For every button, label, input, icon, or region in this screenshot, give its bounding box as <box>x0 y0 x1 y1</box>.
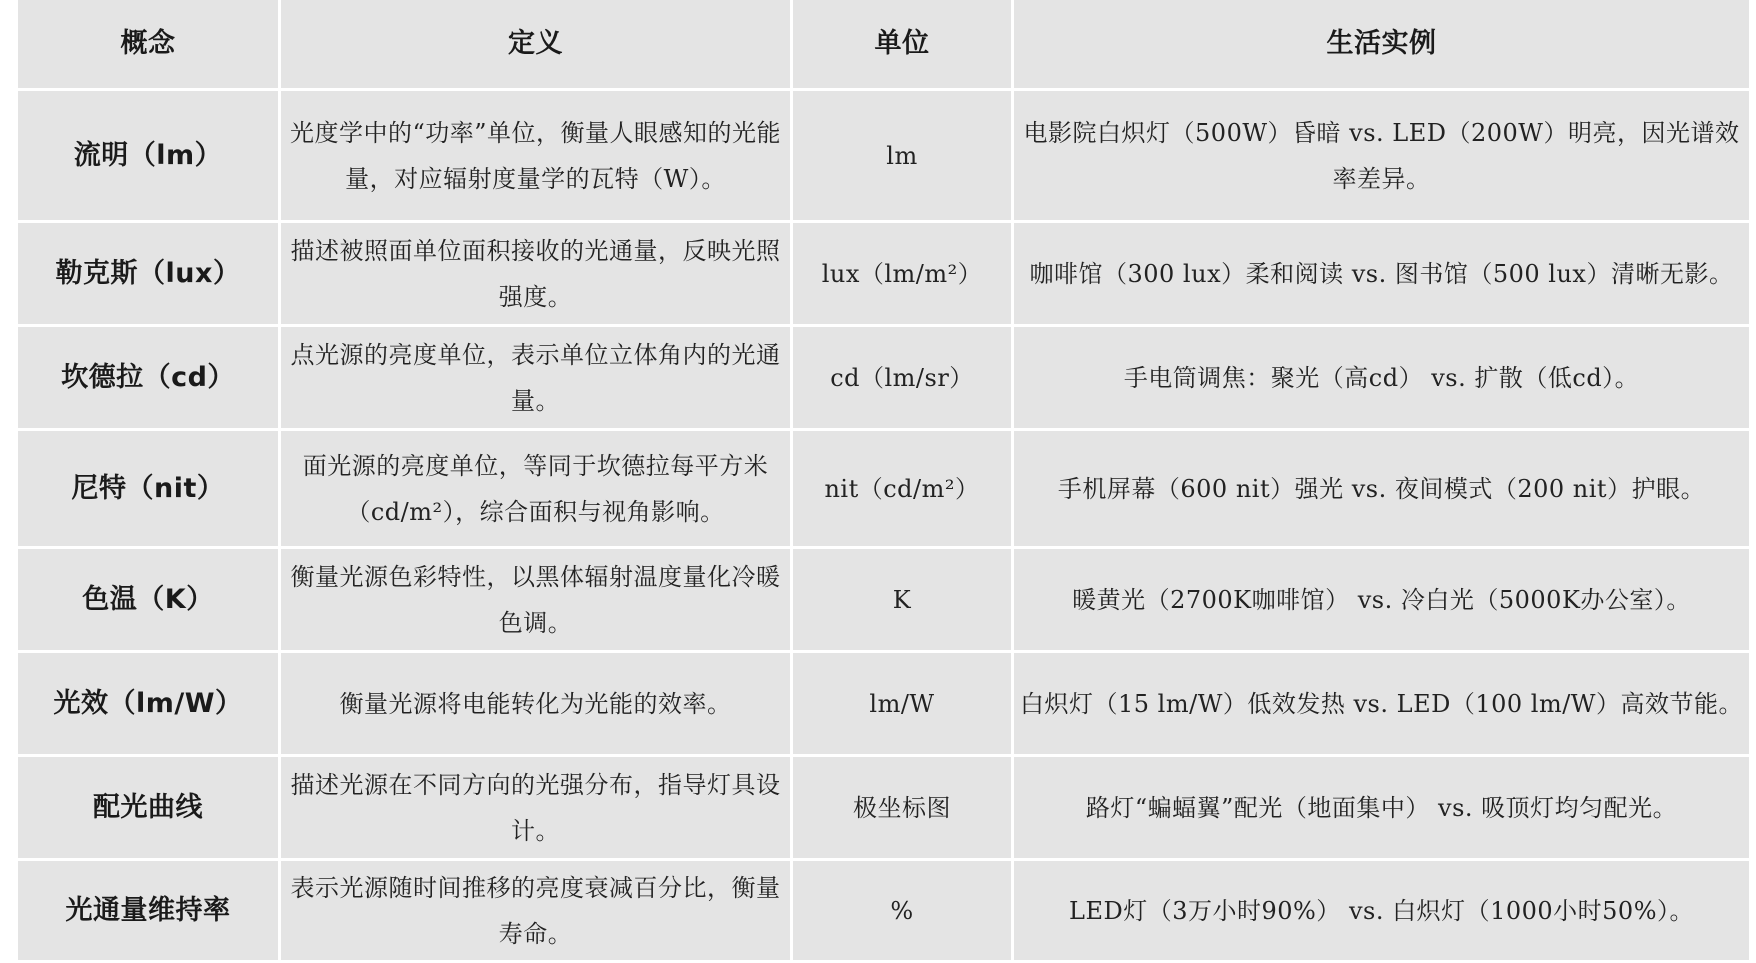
concept-cell: 坎德拉（cd） <box>18 327 278 428</box>
example-cell: 路灯“蝙蝠翼”配光（地面集中） vs. 吸顶灯均匀配光。 <box>1014 757 1749 858</box>
unit-cell: nit（cd/m²） <box>793 431 1011 546</box>
lighting-units-table <box>18 0 1743 960</box>
definition-cell: 光度学中的“功率”单位，衡量人眼感知的光能量，对应辐射度量学的瓦特（W）。 <box>281 91 790 220</box>
concept-cell: 色温（K） <box>18 549 278 650</box>
concept-cell: 配光曲线 <box>18 757 278 858</box>
unit-cell: lm/W <box>793 653 1011 754</box>
unit-cell: lm <box>793 91 1011 220</box>
definition-cell: 衡量光源色彩特性，以黑体辐射温度量化冷暖色调。 <box>281 549 790 650</box>
example-cell: 暖黄光（2700K咖啡馆） vs. 冷白光（5000K办公室）。 <box>1014 549 1749 650</box>
header-example: 生活实例 <box>1014 0 1749 88</box>
example-cell: 手电筒调焦：聚光（高cd） vs. 扩散（低cd）。 <box>1014 327 1749 428</box>
concept-cell: 尼特（nit） <box>18 431 278 546</box>
header-definition: 定义 <box>281 0 790 88</box>
example-cell: 电影院白炽灯（500W）昏暗 vs. LED（200W）明亮，因光谱效率差异。 <box>1014 91 1749 220</box>
example-cell: 手机屏幕（600 nit）强光 vs. 夜间模式（200 nit）护眼。 <box>1014 431 1749 546</box>
concept-cell: 光通量维持率 <box>18 861 278 960</box>
definition-cell: 衡量光源将电能转化为光能的效率。 <box>281 653 790 754</box>
unit-cell: lux（lm/m²） <box>793 223 1011 324</box>
example-cell: LED灯（3万小时90%） vs. 白炽灯（1000小时50%）。 <box>1014 861 1749 960</box>
unit-cell: cd（lm/sr） <box>793 327 1011 428</box>
unit-cell: % <box>793 861 1011 960</box>
header-unit: 单位 <box>793 0 1011 88</box>
concept-cell: 光效（lm/W） <box>18 653 278 754</box>
definition-cell: 描述被照面单位面积接收的光通量，反映光照强度。 <box>281 223 790 324</box>
unit-cell: 极坐标图 <box>793 757 1011 858</box>
concept-cell: 勒克斯（lux） <box>18 223 278 324</box>
definition-cell: 点光源的亮度单位，表示单位立体角内的光通量。 <box>281 327 790 428</box>
definition-cell: 面光源的亮度单位，等同于坎德拉每平方米（cd/m²），综合面积与视角影响。 <box>281 431 790 546</box>
concept-cell: 流明（lm） <box>18 91 278 220</box>
example-cell: 白炽灯（15 lm/W）低效发热 vs. LED（100 lm/W）高效节能。 <box>1014 653 1749 754</box>
unit-cell: K <box>793 549 1011 650</box>
example-cell: 咖啡馆（300 lux）柔和阅读 vs. 图书馆（500 lux）清晰无影。 <box>1014 223 1749 324</box>
definition-cell: 表示光源随时间推移的亮度衰减百分比，衡量寿命。 <box>281 861 790 960</box>
header-concept: 概念 <box>18 0 278 88</box>
definition-cell: 描述光源在不同方向的光强分布，指导灯具设计。 <box>281 757 790 858</box>
